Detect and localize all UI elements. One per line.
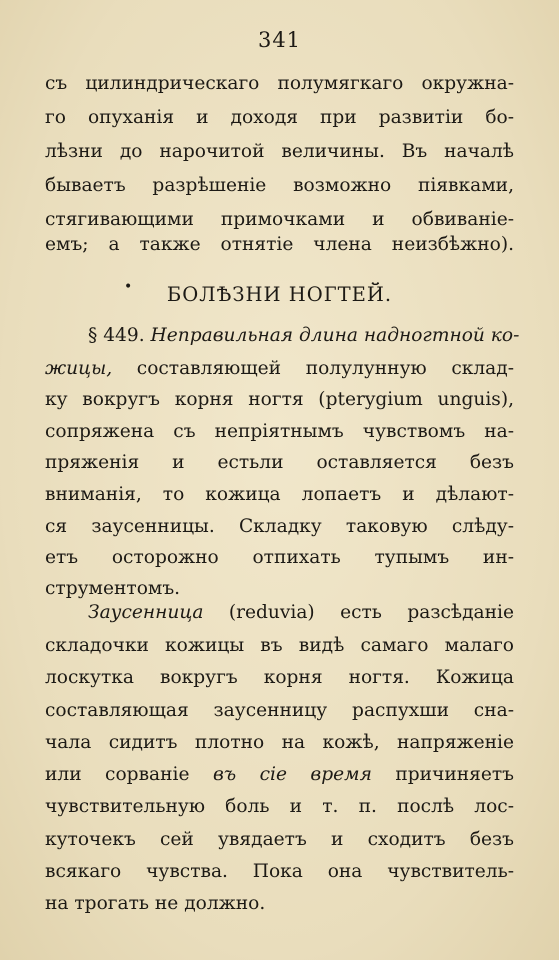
- text-line: пряженія и естьли оставляется безъ: [45, 452, 514, 473]
- text-line: струментомъ.: [45, 578, 181, 599]
- text-line: ку вокругъ корня ногтя (pterygium unguis),: [45, 389, 514, 410]
- text-line: чала сидитъ плотно на кожѣ, напряженіе: [45, 732, 514, 753]
- text-line: чувствительную боль и т. п. послѣ лос-: [45, 796, 514, 817]
- italic-term: Неправильная длина надногтной ко-: [150, 325, 520, 346]
- text-line: бываетъ разрѣшеніе возможно піявками,: [45, 175, 514, 196]
- text-line: [45, 763, 514, 787]
- text-line: куточекъ сей увядаетъ и сходитъ безъ: [45, 829, 514, 850]
- text-line: лоскутка вокругъ корня ногтя. Кожица: [45, 667, 514, 688]
- text-span: причиняетъ: [395, 764, 514, 785]
- italic-term: Заусенница: [88, 602, 204, 623]
- italic-term: жицы,: [45, 358, 113, 379]
- text-line: [88, 324, 520, 348]
- text-span: (reduvia) есть разсѣданіе: [228, 602, 514, 623]
- text-line: го опуханія и доходя при развитіи бо-: [45, 107, 514, 128]
- text-line: [88, 601, 514, 625]
- text-line: вниманія, то кожица лопаетъ и дѣлают-: [45, 484, 514, 505]
- text-line: лѣзни до нарочитой величины. Въ началѣ: [45, 141, 514, 162]
- text-line: етъ осторожно отпихать тупымъ ин-: [45, 547, 514, 568]
- page-number: 341: [257, 28, 302, 52]
- section-heading: БОЛѢЗНИ НОГТЕЙ.: [166, 283, 393, 306]
- text-line: стягивающими примочками и обвиваніе-: [45, 209, 514, 230]
- text-line: всякаго чувства. Пока она чувствитель-: [45, 861, 514, 882]
- text-line: составляющая заусенницу распухши сна-: [45, 700, 514, 721]
- section-number: § 449.: [88, 325, 145, 346]
- text-line: ся заусенницы. Складку таковую слѣду-: [45, 516, 514, 537]
- italic-term: въ сіе время: [212, 764, 372, 785]
- text-line: на трогать не должно.: [45, 893, 266, 914]
- text-line: съ цилиндрическаго полумягкаго окружна-: [45, 73, 514, 94]
- text-line: складочки кожицы въ видѣ самаго малаго: [45, 635, 514, 656]
- text-line: емъ; а также отнятіе члена неизбѣжно).: [45, 234, 514, 255]
- text-line: [45, 357, 514, 381]
- ink-spot: •: [124, 279, 133, 295]
- text-span: составляющей полулунную склад-: [136, 358, 514, 379]
- text-line: сопряжена съ непріятнымъ чувствомъ на-: [45, 421, 514, 442]
- text-span: или сорваніе: [45, 764, 190, 785]
